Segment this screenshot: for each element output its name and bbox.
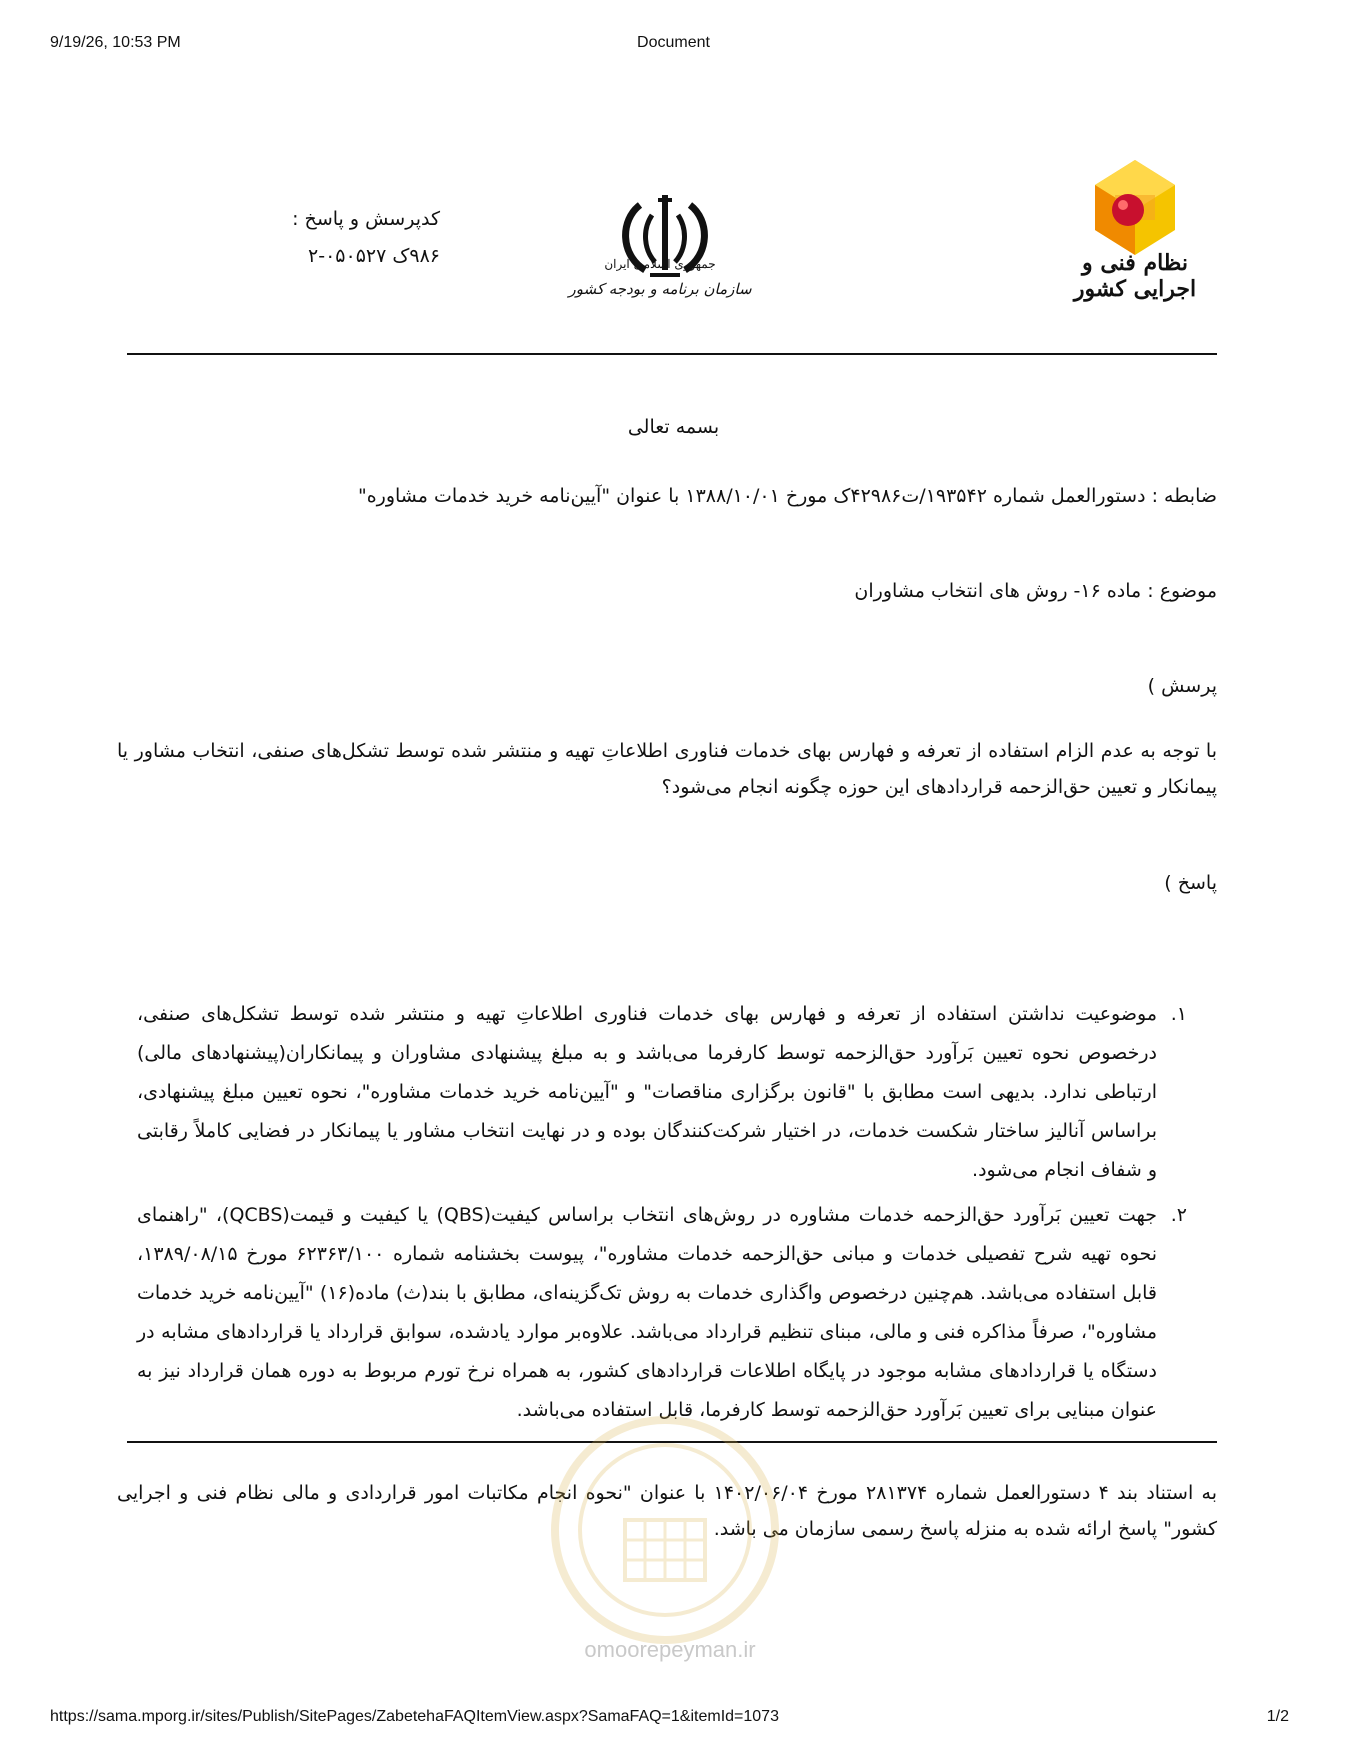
zabeteh-line: ضابطه : دستورالعمل شماره ۱۹۳۵۴۲/ت۴۲۹۸۶ک مورخ ۱۳۸۸/۱۰/۰۱ با عنوان "آیین‌نامه خرید خدمات مشاوره" [357,485,1217,507]
org-center-line2: سازمان برنامه و بودجه کشور [568,280,752,298]
answer-item-text: موضوعیت نداشتن استفاده از تعرفه و فهارس بهای خدمات فناوری اطلاعاتِ تهیه و منتشر شده توسط تشکل‌های صنفی، درخصوص نحوه تعیین بَرآورد حق‌الزحمه توسط کارفرما می‌باشد و به مبلغ پیشنهادی مشاوران و پیمانکاران(پیشنهادهای مالی) ارتباطی ندارد. بدیهی است مطابق با "قانون برگزاری مناقصات" و "آیین‌نامه خرید خدمات مشاوره"، نحوه تعیین مبلغ پیشنهادی، براساس آنالیز ساختار شکست خدمات، در اختیار شرکت‌کنندگان بوده و در نهایت انتخاب مشاور یا پیمانکار در فضایی کاملاً رقابتی و شفاف انجام می‌شود. [137,1003,1157,1181]
watermark-seal-icon [545,1410,785,1650]
watermark-text: omoorepeyman.ir [584,1637,756,1662]
question-text: با توجه به عدم الزام استفاده از تعرفه و فهارس بهای خدمات فناوری اطلاعاتِ تهیه و منتشر شده توسط تشکل‌های صنفی، انتخاب مشاور یا پیمانکار و تعیین حق‌الزحمه قراردادهای این حوزه چگونه انجام می‌شود؟ [117,740,1217,798]
answer-list [137,995,1187,1436]
answer-item-number: ۲. [1170,1204,1187,1226]
print-url[interactable]: https://sama.mporg.ir/sites/Publish/SitePages/ZabetehaFAQItemView.aspx?SamaFAQ=1&itemId=1073 [50,1708,779,1725]
faq-code-value: ۹۸۶ک ۰۵۰۵۲۷-۲ [308,245,440,267]
answer-item [137,1196,1187,1430]
question-label: پرسش ) [1147,675,1217,697]
print-datetime: 9/19/26, 10:53 PM [50,34,181,51]
answer-item [137,995,1187,1190]
print-title: Document [637,34,710,51]
faq-code-label: کدپرسش و پاسخ : [292,208,440,230]
answer-item-number: ۱. [1170,1003,1187,1025]
org-center-line1: جمهوری اسلامی ایران [604,257,716,271]
nezam-fanni-logo-text: نظام فنی و اجرایی کشور [1073,250,1197,302]
answer-label: پاسخ ) [1164,872,1217,894]
print-page-number: 1/2 [1266,1708,1289,1725]
header-divider [127,353,1217,355]
basmala: بسمه تعالی [627,416,720,438]
answer-item-text: جهت تعیین بَرآورد حق‌الزحمه خدمات مشاوره در روش‌های انتخاب براساس کیفیت(QBS) یا کیفیت و قیمت(QCBS)، "راهنمای نحوه تهیه شرح تفصیلی خدمات و مبانی حق‌الزحمه خدمات مشاوره"، پیوست بخشنامه شماره ۶۲۳۶۳/۱۰۰ مورخ ۱۳۸۹/۰۸/۱۵، قابل استفاده می‌باشد. هم‌چنین درخصوص واگذاری خدمات به روش تک‌گزینه‌ای، مطابق با بند(ث) ماده(۱۶) "آیین‌نامه خرید خدمات مشاوره"، صرفاً مذاکره فنی و مالی، مبنای تنظیم قرارداد می‌باشد. علاوه‌بر موارد یادشده، سوابق قرارداد یا قراردادهای مشابه در دستگاه یا قراردادهای مشابه موجود در پایگاه اطلاعات قراردادهای کشور، به همراه نرخ تورم مربوط به دوره همان قرارداد نیز به عنوان مبنایی برای تعیین بَرآورد حق‌الزحمه توسط کارفرما، قابل استفاده می‌باشد. [137,1204,1158,1421]
footer-note: به استناد بند ۴ دستورالعمل شماره ۲۸۱۳۷۴ مورخ ۱۴۰۲/۰۶/۰۴ با عنوان "نحوه انجام مکاتبات امور قراردادی و مالی نظام فنی و اجرایی کشور" پاسخ ارائه شده به منزله پاسخ رسمی سازمان می باشد. [117,1482,1217,1540]
subject-line: موضوع : ماده ۱۶- روش های انتخاب مشاوران [854,580,1217,602]
